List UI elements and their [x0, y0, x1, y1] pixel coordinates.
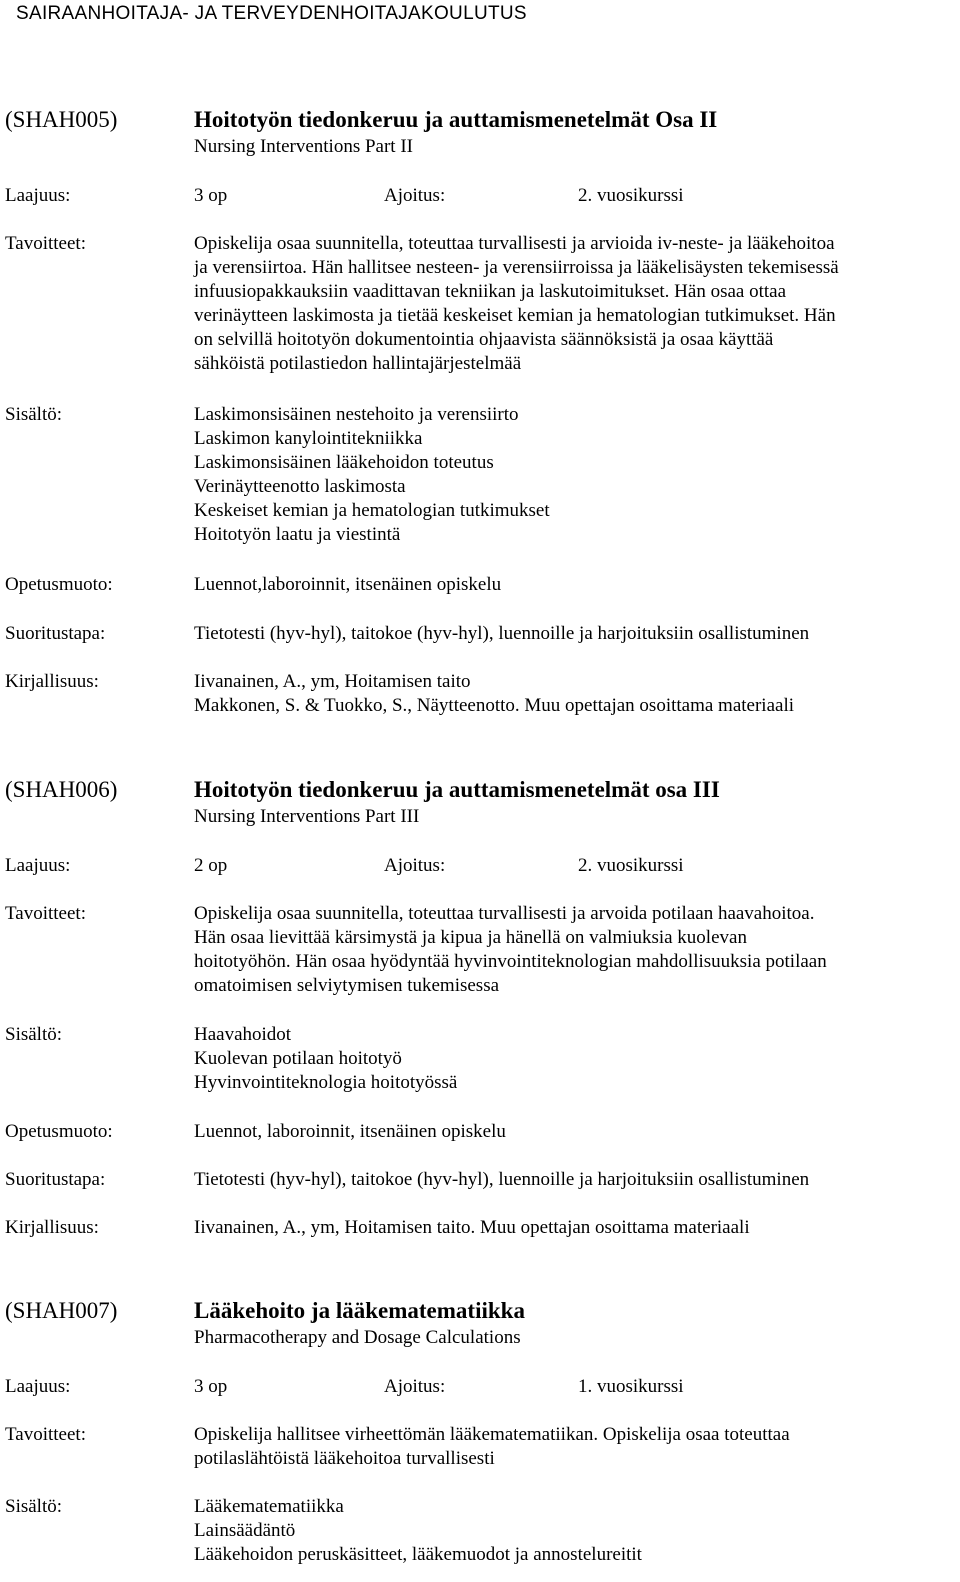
list-item: Hyvinvointiteknologia hoitotyössä	[194, 1072, 458, 1093]
sisalto-list	[194, 1495, 956, 1567]
text-line: Hän osaa lievittää kärsimystä ja kipua ja hänellä on valmiuksia kuolevan	[194, 927, 747, 948]
list-item: Kuolevan potilaan hoitotyö	[194, 1048, 402, 1069]
ajoitus-label: Ajoitus:	[384, 855, 446, 876]
opetusmuoto-value: Luennot,laboroinnit, itsenäinen opiskelu	[194, 574, 502, 595]
list-item: Iivanainen, A., ym, Hoitamisen taito. Muu opettajan osoittama materiaali	[194, 1217, 750, 1238]
list-item: Makkonen, S. & Tuokko, S., Näytteenotto. Muu opettajan osoittama materiaali	[194, 695, 795, 716]
list-item: Laskimon kanylointitekniikka	[194, 428, 423, 449]
text-line: infuusiopakkauksiin vaadittavan tekniikan ja laskutoimitukset. Hän osaa ottaa	[194, 281, 787, 302]
opetusmuoto-value: Luennot, laboroinnit, itsenäinen opiskelu	[194, 1121, 506, 1142]
ajoitus-value: 2. vuosikurssi	[578, 855, 684, 876]
course-code: (SHAH007)	[5, 1298, 118, 1323]
ajoitus-value: 2. vuosikurssi	[578, 185, 684, 206]
course-code: (SHAH005)	[5, 107, 118, 132]
text-line: ja verensiirtoa. Hän hallitsee nesteen- ja verensiirroissa ja lääkelisäysten tekemisessä	[194, 257, 839, 278]
suoritustapa-label: Suoritustapa:	[5, 623, 106, 644]
list-item: Hoitotyön laatu ja viestintä	[194, 524, 401, 545]
kirjallisuus-list	[194, 670, 956, 718]
text-line: hoitotyöhön. Hän osaa hyödyntää hyvinvointiteknologian mahdollisuuksia potilaan	[194, 951, 827, 972]
sisalto-list	[194, 1023, 956, 1095]
list-item: Laskimonsisäinen nestehoito ja verensiirto	[194, 404, 519, 425]
suoritustapa-value: Tietotesti (hyv-hyl), taitokoe (hyv-hyl), luennoille ja harjoituksiin osallistuminen	[194, 623, 810, 644]
course-subtitle: Pharmacotherapy and Dosage Calculations	[194, 1327, 521, 1348]
laajuus-label: Laajuus:	[5, 1376, 71, 1397]
document-header: SAIRAANHOITAJA- JA TERVEYDENHOITAJAKOULUTUS	[16, 3, 527, 24]
sisalto-list	[194, 403, 956, 547]
suoritustapa-label: Suoritustapa:	[5, 1169, 106, 1190]
tavoitteet-label: Tavoitteet:	[5, 903, 86, 924]
laajuus-value: 3 op	[194, 1376, 228, 1397]
sisalto-label: Sisältö:	[5, 1024, 63, 1045]
laajuus-value: 3 op	[194, 185, 228, 206]
list-item: Verinäytteenotto laskimosta	[194, 476, 406, 497]
sisalto-label: Sisältö:	[5, 1496, 63, 1517]
tavoitteet-label: Tavoitteet:	[5, 1424, 86, 1445]
text-line: omatoimisen selviytymisen tukemisessa	[194, 975, 500, 996]
laajuus-label: Laajuus:	[5, 855, 71, 876]
course-title: Hoitotyön tiedonkeruu ja auttamismenetelmät Osa II	[194, 107, 718, 132]
list-item: Laskimonsisäinen lääkehoidon toteutus	[194, 452, 494, 473]
course-code: (SHAH006)	[5, 777, 118, 802]
tavoitteet-text	[194, 1423, 956, 1471]
laajuus-label: Laajuus:	[5, 185, 71, 206]
list-item: Lainsäädäntö	[194, 1520, 296, 1541]
ajoitus-label: Ajoitus:	[384, 185, 446, 206]
course-title: Lääkehoito ja lääkematematiikka	[194, 1298, 525, 1323]
text-line: on selvillä hoitotyön dokumentointia ohjaavista säännöksistä ja osaa käyttää	[194, 329, 774, 350]
text-line: verinäytteen laskimosta ja tietää keskeiset kemian ja hematologian tutkimukset. Hän	[194, 305, 836, 326]
list-item: Lääkehoidon peruskäsitteet, lääkemuodot ja annostelureitit	[194, 1544, 642, 1565]
tavoitteet-text	[194, 232, 956, 376]
ajoitus-value: 1. vuosikurssi	[578, 1376, 684, 1397]
text-line: Opiskelija osaa suunnitella, toteuttaa turvallisesti ja arvioida iv-neste- ja lääkehoitoa	[194, 233, 835, 254]
text-line: sähköistä potilastiedon hallintajärjestelmää	[194, 353, 522, 374]
tavoitteet-text	[194, 902, 956, 998]
list-item: Keskeiset kemian ja hematologian tutkimukset	[194, 500, 550, 521]
text-line: Opiskelija hallitsee virheettömän lääkematematiikan. Opiskelija osaa toteuttaa	[194, 1424, 790, 1445]
list-item: Haavahoidot	[194, 1024, 292, 1045]
list-item: Lääkematematiikka	[194, 1496, 344, 1517]
suoritustapa-value: Tietotesti (hyv-hyl), taitokoe (hyv-hyl), luennoille ja harjoituksiin osallistuminen	[194, 1169, 810, 1190]
kirjallisuus-label: Kirjallisuus:	[5, 671, 99, 692]
opetusmuoto-label: Opetusmuoto:	[5, 574, 113, 595]
course-subtitle: Nursing Interventions Part III	[194, 806, 420, 827]
course-subtitle: Nursing Interventions Part II	[194, 136, 413, 157]
laajuus-value: 2 op	[194, 855, 228, 876]
course-title: Hoitotyön tiedonkeruu ja auttamismenetelmät osa III	[194, 777, 720, 802]
tavoitteet-label: Tavoitteet:	[5, 233, 86, 254]
kirjallisuus-list	[194, 1216, 956, 1240]
ajoitus-label: Ajoitus:	[384, 1376, 446, 1397]
opetusmuoto-label: Opetusmuoto:	[5, 1121, 113, 1142]
list-item: Iivanainen, A., ym, Hoitamisen taito	[194, 671, 471, 692]
text-line: Opiskelija osaa suunnitella, toteuttaa turvallisesti ja arvoida potilaan haavahoitoa.	[194, 903, 815, 924]
sisalto-label: Sisältö:	[5, 404, 63, 425]
kirjallisuus-label: Kirjallisuus:	[5, 1217, 99, 1238]
text-line: potilaslähtöistä lääkehoitoa turvallisesti	[194, 1448, 495, 1469]
